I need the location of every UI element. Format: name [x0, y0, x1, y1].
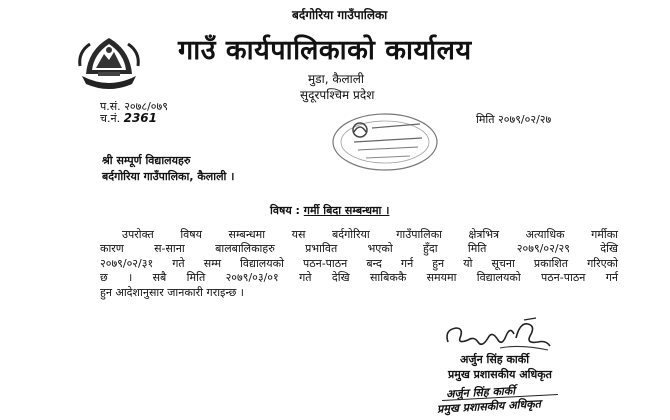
emblem-icon — [76, 30, 142, 96]
letter-body — [100, 228, 618, 300]
ps-value: २०७८/०७९ — [124, 100, 168, 113]
cn-label: च.नं. — [100, 112, 121, 125]
stamp-signatory-title: प्रमुख प्रशासकीय अधिकृत — [436, 397, 542, 416]
recipient-line-2: बर्दगोरिया गाउँपालिका, कैलाली । — [102, 170, 235, 183]
ps-label: प.सं. — [100, 100, 121, 113]
office-stamp-icon — [330, 110, 440, 174]
date-value: २०७९/०२/२७ — [498, 113, 552, 126]
body-line: कारण स-साना बालबालिकाहरु प्रभावित भएको हुँदा मिति २०७९/०२/२९ देखि — [100, 242, 618, 256]
stamp-signatory-name: अर्जुन सिंह कार्की — [445, 384, 516, 401]
body-line: उपरोक्त विषय सम्बन्धमा यस बर्दगोरिया गाउँपालिका क्षेत्रभित्र अत्याधिक गर्मीका — [122, 228, 618, 241]
office-location: मुडा, कैलाली — [308, 72, 365, 86]
office-title: गाउँ कार्यपालिकाको कार्यालय — [178, 35, 472, 66]
reference-cn — [100, 111, 157, 126]
subject-line — [270, 203, 389, 218]
signature-image — [440, 314, 560, 354]
subject-text: गर्मी बिदा सम्बन्धमा । — [303, 204, 390, 217]
signatory-name: अर्जुन सिंह कार्की — [460, 353, 530, 366]
date-label: मिति — [476, 113, 495, 126]
cn-value: 2361 — [123, 111, 157, 125]
body-line: हुन आदेशानुसार जानकारी गराइन्छ । — [100, 285, 244, 299]
org-name: बर्दगोरिया गाउँपालिका — [292, 8, 388, 22]
subject-label: विषय : — [270, 204, 300, 217]
province-name: सुदूरपश्चिम प्रदेश — [300, 88, 375, 102]
body-line: छ । सबै मिति २०७९/०३/०१ गते देखि साबिककै समयमा विद्यालयको पठन-पाठन गर्न — [100, 271, 618, 285]
body-line: २०७९/०२/३१ गते सम्म विद्यालयको पठन-पाठन बन्द गर्न हुन यो सूचना प्रकाशित गरिएको — [100, 256, 618, 270]
letter-date — [476, 112, 551, 127]
recipient-line-1: श्री सम्पूर्ण विद्यालयहरु — [102, 154, 191, 167]
signatory-title: प्रमुख प्रशासकीय अधिकृत — [448, 368, 552, 381]
